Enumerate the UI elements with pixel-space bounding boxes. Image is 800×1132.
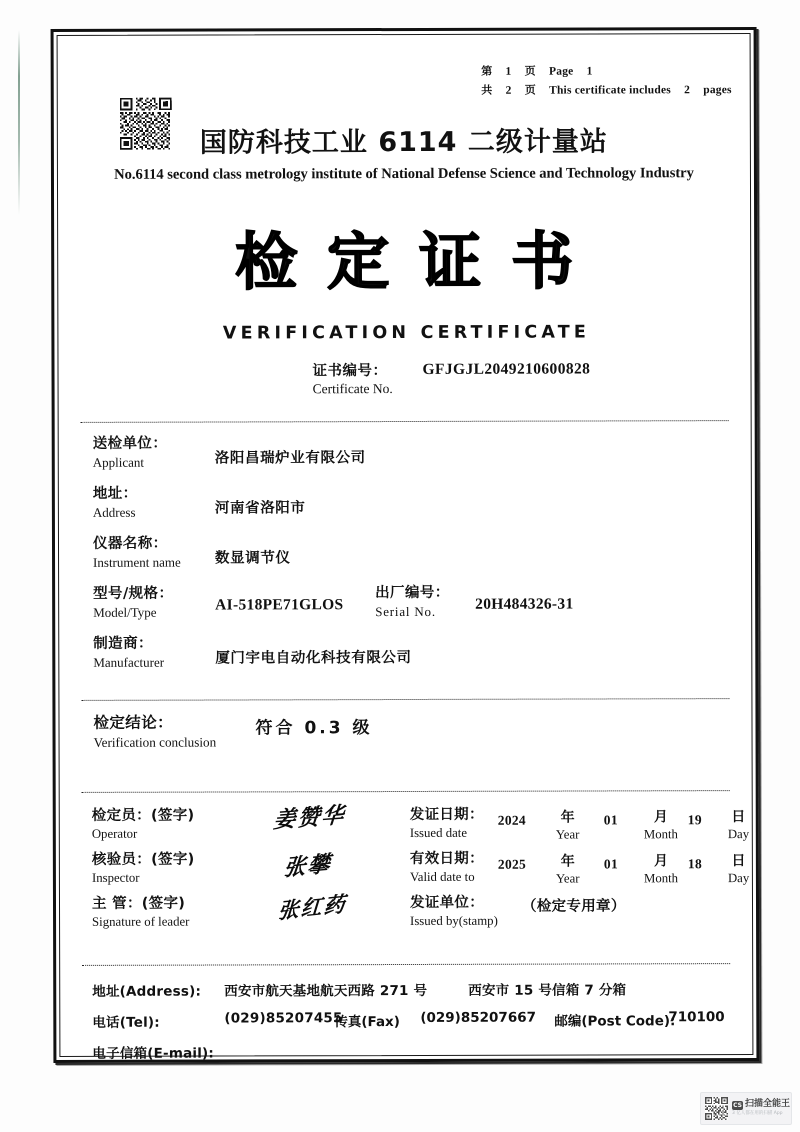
stamp-note: （检定专用章） [521,898,626,915]
field-address-label-en: Address [92,505,136,521]
camscanner-watermark [700,1092,792,1125]
field-applicant-label [93,436,168,471]
leader-label-en: Signature of leader [92,914,190,929]
total-en-unit: pages [703,84,732,97]
footer-row-tel [56,1009,756,1042]
valid-year-unit: 年 Year [555,853,580,886]
certificate-number-value: GFJGJL2049210600828 [422,360,591,378]
valid-month-unit: 月 Month [643,853,679,886]
footer-row-email [56,1040,756,1073]
issued-date-label [410,807,484,841]
issued-day-unit: 日 Day [727,809,750,842]
total-en-number: 2 [684,84,691,97]
leader-label-cn: 主 管：(签字) [91,895,186,912]
field-manufacturer-label-en: Manufacturer [93,655,165,671]
field-address-label [93,486,138,521]
valid-year-value: 2025 [497,856,527,872]
total-number: 2 [505,84,512,97]
field-model-type [55,584,755,636]
issuer-label-cn: 发证单位： [409,894,485,911]
leader-label [92,896,189,930]
valid-date-label-en: Valid date to [409,869,475,885]
footer-address-label: 地址(Address): [92,983,202,1000]
footer-tel-value: (029)85207455 [224,1010,343,1027]
divider-above-footer [82,963,730,966]
field-manufacturer-label [93,636,164,671]
page-number: 1 [505,65,512,78]
total-en-label: This certificate includes [549,84,671,97]
field-model-type-value: AI-518PE71GLOS [215,596,344,614]
inspector-signature: 张攀 [282,851,333,882]
document-title-en: VERIFICATION CERTIFICATE [222,322,591,344]
signature-block [56,803,756,940]
valid-day-value: 18 [687,856,703,872]
valid-date-label [410,851,484,885]
valid-day-unit: 日 Day [727,853,750,886]
field-model-type-label-cn: 型号/规格： [93,585,174,602]
field-model-type-label-en: Model/Type [93,605,157,621]
issued-year-value: 2024 [497,812,526,828]
issued-month-value: 01 [603,812,618,828]
total-cn-prefix: 共 [481,83,493,97]
field-applicant-label-en: Applicant [92,455,145,471]
certificate-frame [51,27,760,1063]
operator-signature: 姜赞华 [272,803,347,834]
issuer-label-en: Issued by(stamp) [410,913,498,929]
certificate-number-label-cn: 证书编号： [312,363,388,380]
certificate-number-label-en: Certificate No. [312,381,393,397]
field-applicant-value: 洛阳昌瑞炉业有限公司 [214,450,366,467]
field-serial-no-label-en: Serial No. [375,604,436,620]
field-instrument-name-value: 数显调节仪 [215,550,291,567]
field-model-type-label [93,586,173,621]
inspector-label [92,852,195,886]
operator-label-en: Operator [91,826,138,841]
leader-signature: 张红药 [277,891,348,924]
divider-above-signatures [82,790,730,793]
field-address-value: 河南省洛阳市 [214,500,306,517]
watermark-text [732,1100,790,1116]
conclusion-label-en: Verification conclusion [93,734,217,750]
verification-conclusion [55,712,755,774]
issued-month-unit: 月 Month [643,809,678,842]
footer-address-value: 西安市航天基地航天西路 271 号 [224,982,428,1000]
certificate-number-row [54,358,754,404]
field-instrument-name [55,534,755,586]
field-applicant-label-cn: 送检单位： [92,435,168,452]
page-en-label: Page [549,65,574,78]
institute-name-cn: 国防科技工业 6114 二级计量站 [199,126,608,159]
certificate-fields [55,434,756,686]
camscanner-badge-icon: CS [733,1101,742,1109]
institute-name-en: No.6114 second class metrology institute of National Defense Science and Technology Industry [114,165,694,183]
footer-postcode-label: 邮编(Post Code): [554,1013,676,1030]
watermark-qr-icon [705,1097,728,1120]
conclusion-label [93,714,216,751]
field-address [55,484,755,536]
field-manufacturer-value: 厦门宇电自动化科技有限公司 [215,649,412,667]
field-manufacturer-label-cn: 制造商： [93,635,153,652]
issued-date-label-cn: 发证日期： [409,806,484,823]
footer-fax-value: (029)85207667 [420,1009,537,1026]
divider-top [81,420,729,423]
signature-row-inspector [56,850,756,896]
page-counter [481,62,732,101]
operator-label-cn: 检定员：(签字) [91,807,195,824]
field-address-label-cn: 地址： [92,485,138,502]
operator-label [92,808,195,842]
footer-postcode-value: 710100 [668,1009,725,1026]
footer-tel-label: 电话(Tel): [92,1014,160,1031]
inspector-label-en: Inspector [91,870,140,885]
page-cn-suffix: 页 [524,64,536,78]
field-serial-no-value: 20H484326-31 [475,595,574,613]
conclusion-label-cn: 检定结论： [93,713,174,732]
field-manufacturer [55,634,755,686]
page-en-number: 1 [586,65,593,78]
issued-day-value: 19 [687,812,702,828]
watermark-subtitle: 3 亿人都在用的扫描 App [732,1110,783,1116]
page-cn-prefix: 第 [481,64,493,78]
valid-month-value: 01 [603,856,619,872]
footer-email-label: 电子信箱(E-mail): [92,1045,215,1062]
certificate-number-label [312,359,392,397]
signature-row-operator [56,803,756,852]
document-title-cn: 检定证书 [235,224,604,299]
field-serial-no-label-cn: 出厂编号： [375,584,450,602]
valid-date-label-cn: 有效日期： [409,850,484,867]
footer-row-address [56,978,756,1011]
field-instrument-name-label-cn: 仪器名称： [92,535,168,552]
signature-row-leader [56,891,756,940]
footer-address-value-2: 西安市 15 号信箱 7 分箱 [468,982,627,999]
footer-fax-label: 传真(Fax) [334,1014,400,1031]
issuer-label [410,895,498,929]
scan-artifact-line [18,30,20,215]
issued-date-label-en: Issued date [409,825,468,841]
watermark-title: 扫描全能王 [745,1099,791,1110]
issued-year-unit: 年 Year [555,809,580,842]
conclusion-value: 符合 0.3 级 [255,718,373,739]
institute-heading [54,126,754,184]
inspector-label-cn: 核验员：(签字) [91,851,195,868]
field-instrument-name-label [93,536,181,571]
footer-contact [56,978,756,1073]
field-serial-no-label [375,585,450,620]
total-cn-suffix: 页 [524,83,536,97]
divider-above-conclusion [81,698,729,701]
field-applicant [55,434,755,486]
field-instrument-name-label-en: Instrument name [93,555,181,571]
